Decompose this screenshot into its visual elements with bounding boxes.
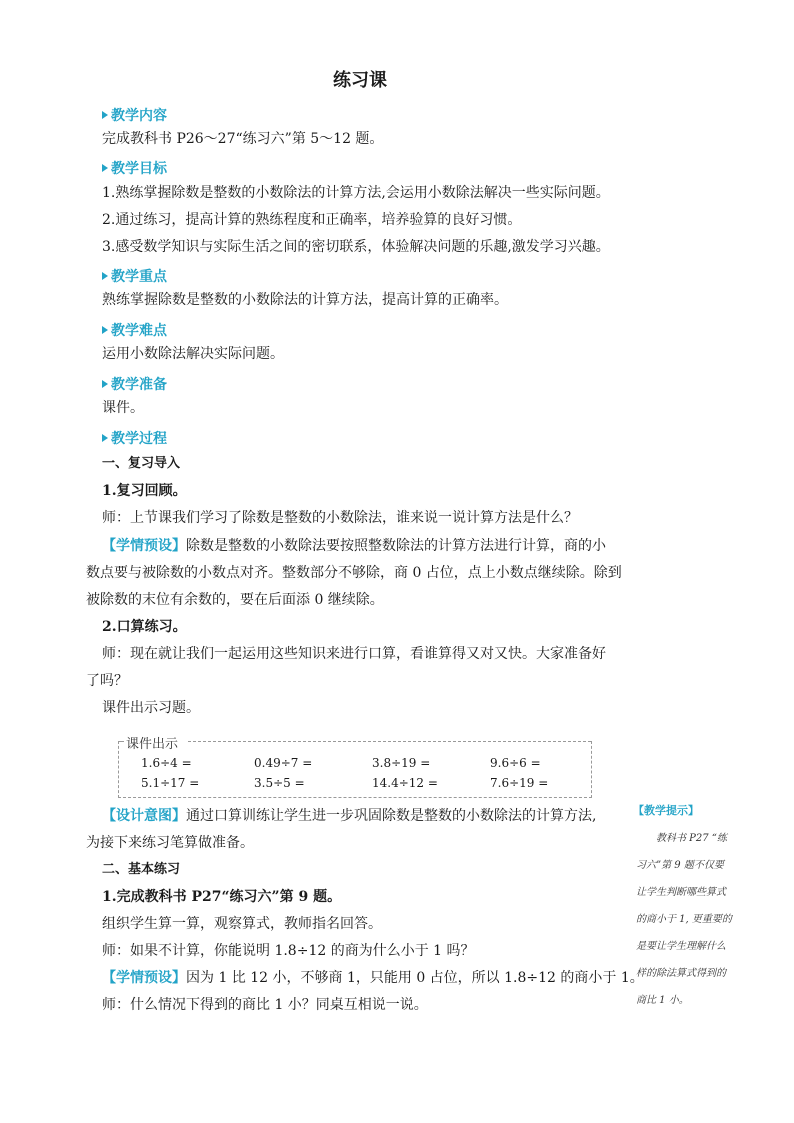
exercise-item: 1.6÷4 = [141, 756, 192, 770]
section-goals-heading: 教学目标 [102, 158, 167, 178]
teacher-line-6: 师：什么情况下得到的商比 1 小？同桌互相说一说。 [102, 997, 428, 1013]
preset-1-line-1: 【学情预设】除数是整数的小数除法要按照整数除法的计算方法进行计算，商的小 [102, 538, 606, 554]
section-process-heading: 教学过程 [102, 428, 167, 448]
preset-1-line-2: 数点要与被除数的小数点对齐。整数部分不够除，商 0 占位，点上小数点继续除。除到 [86, 565, 622, 581]
sidebar-line: 商比 1 小。 [636, 995, 689, 1006]
exercise-item: 5.1÷17 = [141, 776, 200, 790]
part-1-heading: 一、复习导入 [102, 456, 181, 471]
courseware-line: 课件出示习题。 [102, 700, 200, 716]
sidebar-line: 的商小于 1, 更重要的 [636, 914, 732, 925]
exercise-item: 3.8÷19 = [372, 756, 431, 770]
section-difficult-heading: 教学难点 [102, 320, 167, 340]
tag-preset: 【学情预设】 [102, 970, 186, 986]
goal-2: 2.通过练习，提高计算的熟练程度和正确率，培养验算的良好习惯。 [102, 212, 522, 228]
exercise-item: 0.49÷7 = [254, 756, 313, 770]
sidebar-line: 习六”第 9 题不仅要 [636, 860, 724, 871]
sub-1-heading: 1.复习回顾。 [102, 483, 187, 499]
sidebar-heading: 【教学提示】 [633, 804, 699, 817]
key-text: 熟练掌握除数是整数的小数除法的计算方法，提高计算的正确率。 [102, 292, 508, 308]
goal-3: 3.感受数学知识与实际生活之间的密切联系，体验解决问题的乐趣,激发学习兴趣。 [102, 239, 610, 255]
goal-1: 1.熟练掌握除数是整数的小数除法的计算方法,会运用小数除法解决一些实际问题。 [102, 185, 610, 201]
teacher-line-2a: 师：现在就让我们一起运用这些知识来进行口算，看谁算得又对又快。大家准备好 [102, 646, 606, 662]
part-2-heading: 二、基本练习 [102, 862, 181, 877]
triangle-icon [102, 326, 108, 334]
sidebar-line: 样的除法算式得到的 [636, 968, 726, 979]
teacher-line-2b: 了吗？ [86, 673, 128, 689]
tag-preset: 【学情预设】 [102, 538, 186, 554]
content-text: 完成教科书 P26～27“练习六”第 5～12 题。 [102, 131, 384, 147]
section-prep-heading: 教学准备 [102, 374, 167, 394]
box-border [188, 741, 591, 742]
exercise-item: 9.6÷6 = [490, 756, 541, 770]
exercise-item: 7.6÷19 = [490, 776, 549, 790]
box-border [118, 741, 124, 742]
sidebar-line: 教科书 P27 “练 [656, 833, 727, 844]
organize-line: 组织学生算一算，观察算式，教师指名回答。 [102, 916, 382, 932]
sub-2-heading: 2.口算练习。 [102, 619, 187, 635]
prep-text: 课件。 [102, 400, 144, 416]
triangle-icon [102, 111, 108, 119]
preset-1-line-3: 被除数的末位有余数的，要在后面添 0 继续除。 [86, 592, 384, 608]
page-title: 练习课 [333, 70, 387, 91]
design-line-2: 为接下来练习笔算做准备。 [86, 835, 254, 851]
teacher-line-5: 师：如果不计算，你能说明 1.8÷12 的商为什么小于 1 吗？ [102, 943, 475, 959]
triangle-icon [102, 434, 108, 442]
exercise-item: 14.4÷12 = [372, 776, 438, 790]
preset-3-line: 【学情预设】因为 1 比 12 小，不够商 1，只能用 0 占位，所以 1.8÷12 的商小于 1。 [102, 970, 644, 986]
tag-design: 【设计意图】 [102, 808, 186, 824]
difficult-text: 运用小数除法解决实际问题。 [102, 346, 284, 362]
sidebar-line: 是要让学生理解什么 [636, 941, 726, 952]
triangle-icon [102, 380, 108, 388]
exercise-box-title: 课件出示 [126, 737, 179, 752]
triangle-icon [102, 164, 108, 172]
sub-3-heading: 1.完成教科书 P27“练习六”第 9 题。 [102, 889, 342, 905]
section-key-heading: 教学重点 [102, 266, 167, 286]
sidebar-line: 让学生判断哪些算式 [636, 887, 726, 898]
triangle-icon [102, 272, 108, 280]
design-line-1: 【设计意图】通过口算训练让学生进一步巩固除数是整数的小数除法的计算方法, [102, 808, 597, 824]
exercise-item: 3.5÷5 = [254, 776, 305, 790]
teacher-line-1: 师：上节课我们学习了除数是整数的小数除法，谁来说一说计算方法是什么？ [102, 510, 578, 526]
section-content-heading: 教学内容 [102, 105, 167, 125]
